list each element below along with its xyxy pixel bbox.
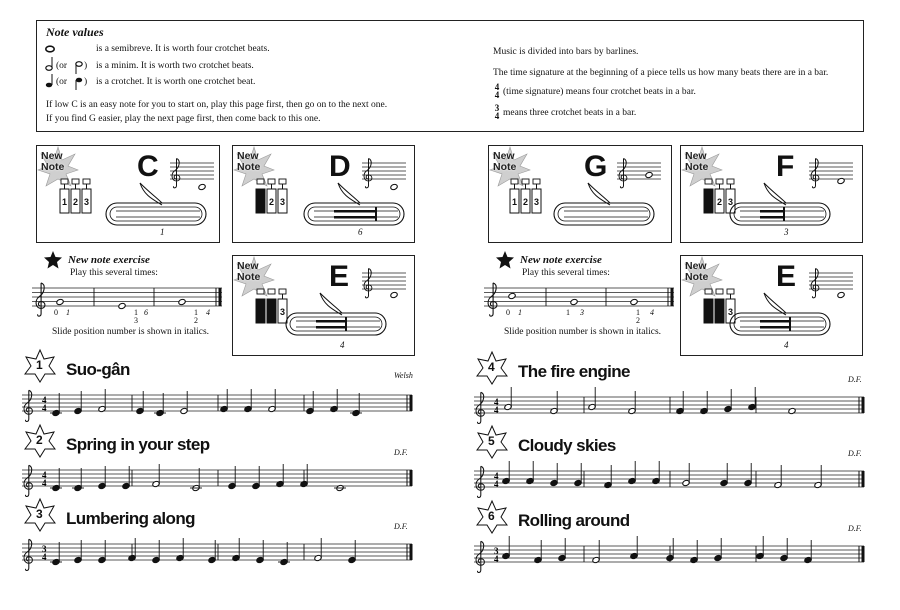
note-letter: C [137, 150, 159, 183]
song-title: The fire engine [518, 362, 630, 381]
crotchet [652, 461, 660, 485]
slide-position-number: 4 [784, 340, 789, 350]
minim [98, 389, 106, 413]
exercise-title: New note exercise [68, 254, 150, 266]
crotchet-close-paren: ) [84, 77, 88, 87]
note-letter: E [329, 260, 350, 293]
song-staff [22, 387, 414, 427]
svg-text:3: 3 [42, 544, 47, 554]
trombone-slide-icon [548, 181, 658, 241]
minim [152, 464, 160, 488]
badge-note: Note [685, 161, 709, 173]
trombone-slide-icon [724, 291, 834, 351]
time-signature [42, 544, 47, 562]
hint-low-c: If low C is an easy note for you to start on, play this page first, then go on to the next one. [46, 100, 388, 110]
crotchet [330, 389, 338, 413]
song-number: 6 [488, 509, 495, 523]
svg-text:4: 4 [494, 479, 499, 489]
svg-text:3: 3 [279, 197, 286, 207]
slide-position-number: 6 [358, 227, 363, 237]
trombone-slide-icon [280, 291, 390, 351]
crotchet [244, 389, 252, 413]
crotchet [690, 540, 698, 564]
song-staff [474, 538, 866, 578]
trombone-slide-icon [724, 181, 834, 241]
svg-text:4: 4 [494, 405, 499, 415]
composer: D.F. [848, 524, 862, 533]
crotchet [604, 465, 612, 489]
fingering-label: 1 [134, 308, 138, 317]
fingering-label: 0 [54, 308, 58, 317]
svg-text:1: 1 [61, 197, 68, 207]
badge-note: Note [41, 161, 65, 173]
whole-note [630, 298, 638, 305]
fingering-label: 4 [206, 308, 210, 317]
whole-note [118, 302, 126, 309]
svg-text:2: 2 [716, 197, 723, 207]
note-values-title: Note values [46, 25, 104, 39]
svg-text:4: 4 [42, 395, 47, 405]
svg-text:3: 3 [727, 307, 734, 317]
crotchet [232, 538, 240, 562]
whole-note [837, 291, 845, 298]
minim-or-label: (or [56, 61, 68, 71]
whole-note [788, 407, 796, 414]
whole-note [837, 177, 845, 184]
song-title: Spring in your step [66, 435, 210, 454]
exercise-subtitle: Play this several times: [522, 268, 610, 278]
badge-new: New [41, 150, 63, 162]
new-note-label [237, 151, 260, 173]
composer: D.F. [848, 449, 862, 458]
note-letter: D [329, 150, 351, 183]
whole-note [570, 298, 578, 305]
crotchet [502, 536, 510, 560]
svg-text:3: 3 [533, 197, 540, 207]
time-sig-44-icon: 4 4 [494, 82, 500, 100]
exercise-title: New note exercise [520, 254, 602, 266]
fingering-label: 1 [66, 308, 70, 317]
minim [268, 389, 276, 413]
valves-icon [254, 179, 290, 215]
fingering-label: 0 [506, 308, 510, 317]
whole-note [390, 291, 398, 298]
crotchet [748, 387, 756, 411]
time-signature [494, 546, 499, 564]
new-note-label [237, 261, 260, 283]
minim [774, 465, 782, 489]
crotchet [630, 536, 638, 560]
composer: D.F. [848, 375, 862, 384]
crotchet [176, 538, 184, 562]
svg-text:4: 4 [42, 403, 47, 413]
svg-text:1: 1 [511, 197, 518, 207]
crotchet [502, 461, 510, 485]
song-title: Lumbering along [66, 509, 195, 528]
svg-text:4: 4 [42, 470, 47, 480]
svg-text:4: 4 [494, 554, 499, 564]
note-letter: E [776, 260, 797, 293]
crotchet [276, 464, 284, 488]
note-letter: F [776, 150, 795, 183]
svg-text:4: 4 [42, 552, 47, 562]
exercise-footnote: Slide position number is shown in italics. [52, 327, 210, 337]
exercise-footnote: Slide position number is shown in italics. [504, 327, 662, 337]
fingering-label: 1 [636, 308, 640, 317]
whole-note [56, 298, 64, 305]
four-four-text: (time signature) means four crotchet beats in a bar. [503, 87, 696, 97]
song-title: Rolling around [518, 511, 630, 530]
fingering-label: 2 [636, 316, 640, 325]
semibreve-text: is a semibreve. It is worth four crotchet beats. [96, 44, 270, 54]
slide-position-number: 3 [784, 227, 789, 237]
svg-text:2: 2 [268, 197, 275, 207]
badge-new: New [237, 150, 259, 162]
crotchet [526, 461, 534, 485]
minim-stem-down-icon [74, 60, 84, 76]
exercise-subtitle: Play this several times: [70, 268, 158, 278]
badge-note: Note [685, 271, 709, 283]
star-icon [496, 251, 514, 269]
fingering-label: 2 [194, 316, 198, 325]
fingering-label: 3 [134, 316, 138, 325]
crotchet [534, 540, 542, 564]
fingering-label: 4 [650, 308, 654, 317]
minim-text: is a minim. It is worth two crotchet beats. [96, 61, 254, 71]
badge-note: Note [237, 271, 261, 283]
song-staff [474, 463, 866, 503]
svg-text:4: 4 [494, 397, 499, 407]
song-number: 1 [36, 358, 43, 372]
fingering-label: 1 [518, 308, 522, 317]
song-title: Suo-gân [66, 360, 130, 379]
minim [504, 387, 512, 411]
composer: D.F. [394, 522, 408, 531]
time-signature [42, 470, 47, 488]
fingering-label: 1 [566, 308, 570, 317]
new-note-label [493, 151, 516, 173]
new-note-label [685, 151, 708, 173]
song-number: 3 [36, 507, 43, 521]
minim [588, 387, 596, 411]
time-sig-34-icon: 3 4 [494, 103, 500, 121]
song-staff [22, 462, 414, 502]
song-staff [474, 389, 866, 429]
valves-icon [58, 179, 94, 215]
whole-note [508, 292, 516, 299]
fingering-label: 3 [580, 308, 584, 317]
slide-position-number: 4 [340, 340, 345, 350]
svg-text:2: 2 [72, 197, 79, 207]
composer: D.F. [394, 448, 408, 457]
trombone-slide-icon [298, 181, 408, 241]
svg-text:4: 4 [42, 478, 47, 488]
star-icon [44, 251, 62, 269]
crotchet [220, 389, 228, 413]
minim [814, 465, 822, 489]
badge-new: New [685, 150, 707, 162]
minim [592, 540, 600, 564]
badge-new: New [685, 260, 707, 272]
svg-text:3: 3 [494, 546, 499, 556]
crotchet [756, 536, 764, 560]
time-signature [494, 471, 499, 489]
three-four-text: means three crotchet beats in a bar. [503, 108, 637, 118]
crotchet-or-label: (or [56, 77, 68, 87]
badge-new: New [237, 260, 259, 272]
svg-text:3: 3 [727, 197, 734, 207]
crotchet-text: is a crotchet. It is worth one crotchet beat. [96, 77, 256, 87]
time-signature-text: The time signature at the beginning of a piece tells us how many beats there are in a bar. [493, 68, 829, 78]
new-note-label [41, 151, 64, 173]
crotchet [676, 391, 684, 415]
new-note-label [685, 261, 708, 283]
minim [550, 391, 558, 415]
barlines-text: Music is divided into bars by barlines. [493, 47, 639, 57]
svg-text:2: 2 [522, 197, 529, 207]
slide-position-number: 1 [160, 227, 165, 237]
whole-note [178, 298, 186, 305]
song-number: 4 [488, 360, 495, 374]
valves-icon [508, 179, 544, 215]
trombone-slide-icon [100, 181, 210, 241]
song-staff [22, 536, 414, 576]
badge-note: Note [493, 161, 517, 173]
badge-note: Note [237, 161, 261, 173]
badge-new: New [493, 150, 515, 162]
song-title: Cloudy skies [518, 436, 616, 455]
crotchet [700, 391, 708, 415]
crotchet [628, 461, 636, 485]
fingering-label: 1 [194, 308, 198, 317]
composer: Welsh [394, 371, 413, 380]
fingering-label: 6 [144, 308, 148, 317]
minim-close-paren: ) [84, 61, 88, 71]
song-number: 5 [488, 434, 495, 448]
svg-text:3: 3 [83, 197, 90, 207]
minim [628, 391, 636, 415]
minim [314, 538, 322, 562]
semibreve-icon [45, 44, 57, 54]
song-number: 2 [36, 433, 43, 447]
crotchet-stem-down-icon [74, 76, 84, 92]
time-signature [42, 395, 47, 413]
hint-g: If you find G easier, play the next page first, then come back to this one. [46, 114, 321, 124]
time-signature [494, 397, 499, 415]
svg-text:4: 4 [494, 471, 499, 481]
whole-note [645, 171, 653, 178]
note-letter: G [584, 150, 608, 183]
crotchet [804, 540, 812, 564]
svg-text:3: 3 [279, 307, 286, 317]
